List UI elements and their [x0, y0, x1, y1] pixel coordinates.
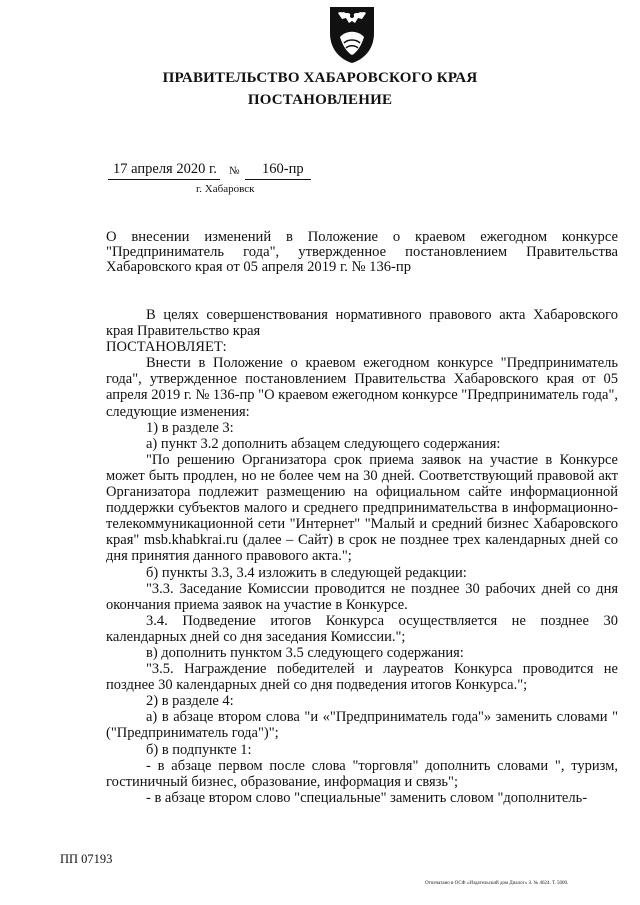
doc-type-title: ПОСТАНОВЛЕНИЕ	[247, 92, 393, 108]
paragraph: В целях совершенствования нормативного правового акта Хабаровского края Правительство края	[106, 307, 618, 340]
doc-number: 160-пр	[262, 161, 304, 177]
paragraph: 2) в разделе 4:	[146, 693, 234, 710]
paragraph: 3.4. Подведение итогов Конкурса осуществляется не позднее 30 календарных дней со дня заседания Комиссии.";	[106, 612, 618, 645]
doc-date: 17 апреля 2020 г.	[113, 161, 217, 177]
paragraph: "3.5. Награждение победителей и лауреатов Конкурса проводится не позднее 30 календарных дней со дня подведения итогов Конкурса.";	[106, 661, 618, 694]
paragraph: "По решению Организатора срок приема заявок на участие в Конкурсе может быть продлен, но не более чем на 30 дней. Соответствующий правовой акт Организатора подлежит размещению на официальном сайте информационной поддержки субъектов малого и среднего предпринимательства в информационно-телекоммуникационной сети "Интернет" "Малый и средний бизнес Хабаровского края" msb.khabkrai.ru (далее – Сайт) в срок не позднее трех календарных дней со дня принятия данного правового акта.";	[106, 451, 618, 565]
paragraph: 1) в разделе 3:	[146, 419, 234, 436]
number-sign: №	[229, 165, 240, 177]
paragraph: "3.3. Заседание Комиссии проводится не позднее 30 рабочих дней со дня окончания приема заявок на участие в Конкурсе.	[106, 580, 618, 613]
doc-body	[106, 307, 618, 806]
date-underline	[108, 179, 220, 180]
paragraph: Внести в Положение о краевом ежегодном конкурсе "Предприниматель года", утвержденное постановлением Правительства Хабаровского края от 05 апреля 2019 г. № 136-пр "О краевом ежегодном конкурсе "Предприниматель года", следующие изменения:	[106, 355, 618, 420]
paragraph: б) пункты 3.3, 3.4 изложить в следующей редакции:	[146, 564, 467, 581]
paragraph: - в абзаце первом после слова "торговля" дополнить словами ", туризм, гостиничный бизнес, образование, информация и связь";	[106, 757, 618, 790]
khabarovsk-krai-coat-of-arms-icon	[324, 3, 380, 65]
paragraph: а) в абзаце втором слова "и «"Предприниматель года"» заменить словами "("Предприниматель года")";	[106, 709, 618, 742]
paragraph: а) пункт 3.2 дополнить абзацем следующего содержания:	[146, 435, 501, 452]
print-note: Отпечатано в ОСФ «Издательский дом Диалог» З. № 4624. Т. 5000.	[425, 881, 569, 886]
city: г. Хабаровск	[196, 183, 255, 195]
paragraph: б) в подпункте 1:	[146, 741, 252, 758]
doc-code: ПП 07193	[60, 852, 113, 866]
number-underline	[245, 179, 311, 180]
resolution-heading: ПОСТАНОВЛЯЕТ:	[106, 339, 227, 356]
doc-subject: О внесении изменений в Положение о краевом ежегодном конкурсе "Предприниматель года", утвержденное постановлением Правительства Хабаровского края от 05 апреля 2019 г. № 136-пр	[106, 229, 618, 275]
org-title: ПРАВИТЕЛЬСТВО ХАБАРОВСКОГО КРАЯ	[162, 70, 478, 86]
paragraph: в) дополнить пунктом 3.5 следующего содержания:	[146, 644, 464, 661]
paragraph: - в абзаце втором слово "специальные" заменить словом "дополнитель-	[146, 789, 588, 806]
